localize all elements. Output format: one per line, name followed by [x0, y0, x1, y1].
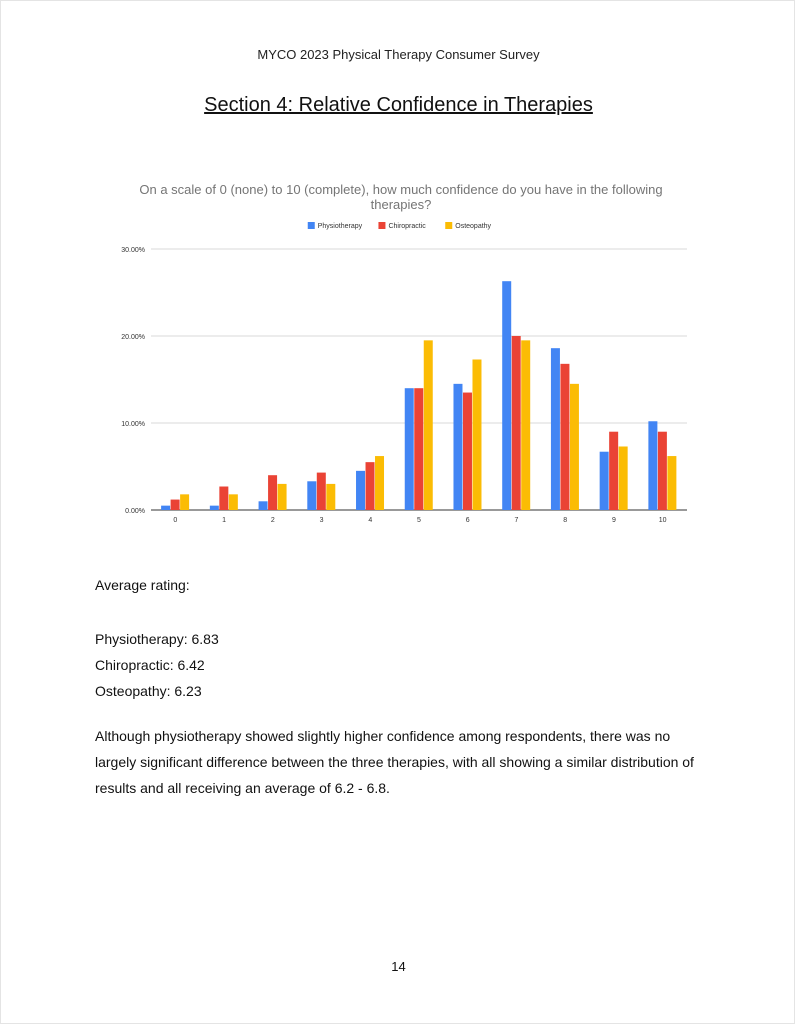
chart-title-line-2: therapies?: [370, 197, 432, 212]
bar-osteopathy-3: [326, 484, 335, 510]
bar-physiotherapy-3: [307, 481, 316, 510]
x-tick-label: 9: [611, 517, 616, 524]
chart-bars: [161, 281, 676, 510]
bar-osteopathy-0: [180, 494, 189, 510]
y-tick-label: 30.00%: [121, 247, 145, 254]
bar-chiropractic-6: [463, 393, 472, 510]
bar-osteopathy-5: [424, 340, 433, 510]
bar-chiropractic-3: [317, 473, 326, 510]
bar-physiotherapy-1: [210, 506, 219, 510]
bar-physiotherapy-10: [648, 421, 657, 510]
bar-osteopathy-4: [375, 456, 384, 510]
bar-chiropractic-2: [268, 475, 277, 510]
x-tick-label: 4: [368, 517, 373, 524]
legend-swatch-chiropractic: [378, 222, 385, 229]
x-tick-label: 6: [465, 517, 470, 524]
bar-osteopathy-10: [667, 456, 676, 510]
section-title: Section 4: Relative Confidence in Therapies: [204, 94, 593, 116]
x-tick-label: 8: [563, 517, 568, 524]
x-tick-label: 2: [270, 517, 275, 524]
bar-osteopathy-6: [472, 359, 481, 510]
average-osteopathy: Osteopathy: 6.23: [95, 683, 202, 699]
bar-chiropractic-8: [560, 364, 569, 510]
bar-chiropractic-5: [414, 388, 423, 510]
x-tick-label: 5: [417, 517, 421, 524]
legend-label-physiotherapy: Physiotherapy: [317, 223, 363, 230]
legend-swatch-physiotherapy: [308, 222, 315, 229]
bar-chiropractic-7: [512, 336, 521, 510]
x-tick-label: 10: [658, 517, 667, 524]
x-tick-label: 0: [173, 517, 178, 524]
average-chiropractic: Chiropractic: 6.42: [95, 657, 205, 673]
legend-label-chiropractic: Chiropractic: [388, 223, 426, 230]
page-number: 14: [391, 959, 406, 974]
bar-physiotherapy-8: [551, 348, 560, 510]
bar-chiropractic-4: [366, 462, 375, 510]
bar-osteopathy-9: [619, 446, 628, 510]
bar-physiotherapy-9: [600, 452, 609, 510]
average-rating-label: Average rating:: [95, 577, 190, 593]
bar-chiropractic-9: [609, 432, 618, 510]
summary-paragraph: Although physiotherapy showed slightly higher confidence among respondents, there was no largely significant difference between the three therapies, with all showing a similar distribution of results and all receiving an average of 6.2 - 6.8.: [95, 728, 694, 796]
x-tick-label: 7: [514, 517, 519, 524]
chart-x-tick-labels: [173, 517, 666, 524]
bar-chiropractic-1: [219, 487, 228, 510]
bar-osteopathy-1: [229, 494, 238, 510]
bar-chiropractic-10: [658, 432, 667, 510]
bar-chiropractic-0: [171, 500, 180, 510]
y-tick-label: 10.00%: [121, 421, 145, 428]
bar-physiotherapy-5: [405, 388, 414, 510]
bar-physiotherapy-4: [356, 471, 365, 510]
bar-physiotherapy-2: [259, 501, 268, 510]
y-tick-label: 20.00%: [121, 334, 145, 341]
survey-header: MYCO 2023 Physical Therapy Consumer Survey: [257, 47, 540, 62]
chart-title-line-1: On a scale of 0 (none) to 10 (complete), how much confidence do you have in the following: [139, 182, 663, 197]
bar-osteopathy-7: [521, 340, 530, 510]
legend-label-osteopathy: Osteopathy: [455, 223, 492, 230]
legend-swatch-osteopathy: [445, 222, 452, 229]
x-tick-label: 3: [319, 517, 324, 524]
x-tick-label: 1: [222, 517, 227, 524]
bar-physiotherapy-7: [502, 281, 511, 510]
y-tick-label: 0.00%: [125, 508, 145, 515]
bar-physiotherapy-0: [161, 506, 170, 510]
average-rating-list: [95, 626, 219, 704]
average-physiotherapy: Physiotherapy: 6.83: [95, 631, 219, 647]
confidence-bar-chart: [1, 171, 795, 541]
chart-legend: [308, 222, 492, 230]
bar-physiotherapy-6: [453, 384, 462, 510]
bar-osteopathy-8: [570, 384, 579, 510]
bar-osteopathy-2: [278, 484, 287, 510]
